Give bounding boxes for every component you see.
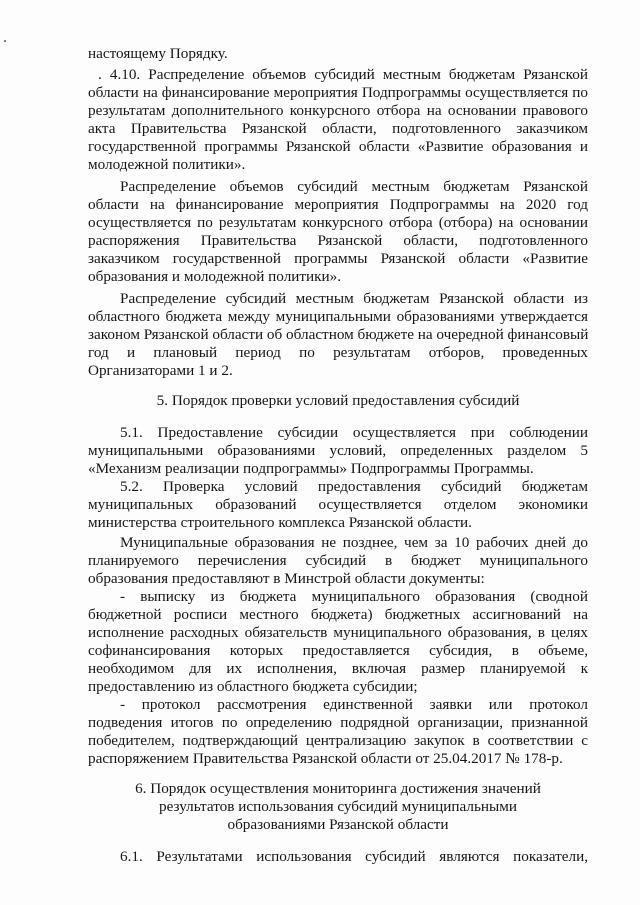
text-line: Организаторами 1 и 2. — [88, 362, 233, 379]
text-line: муниципальными образованиями условий, определенных разделом 5 — [88, 442, 588, 459]
text-line: молодежной политики». — [88, 156, 246, 173]
text-line: государственной программы Рязанской области «Развитие образования и — [88, 138, 588, 155]
text-line: исполнение расходных обязательств муниципального образования, в целях — [88, 624, 588, 641]
text-line: области на финансирование мероприятия Подпрограммы осуществляется по — [88, 84, 588, 101]
text-line: Муниципальные образования не позднее, чем за 10 рабочих дней до — [120, 534, 588, 551]
text-line: - выписку из бюджета муниципального образования (сводной — [120, 588, 588, 605]
text-line: настоящему Порядку. — [88, 45, 228, 62]
text-line: необходимом для их исполнения, включая размер планируемой к — [88, 660, 588, 677]
text-line: Распределение субсидий местным бюджетам Рязанской области из — [120, 290, 588, 307]
text-line: образования и молодежной политики». — [88, 268, 342, 285]
text-line: предоставлению из областного бюджета субсидии; — [88, 678, 418, 695]
text-line: год и плановый период по результатам отборов, проведенных — [88, 344, 588, 361]
text-line: 5.1. Предоставление субсидии осуществляется при соблюдении — [120, 424, 588, 441]
text-line: 5.2. Проверка условий предоставления субсидий бюджетам — [120, 478, 588, 495]
section-heading: образованиями Рязанской области — [227, 816, 449, 833]
text-line: . 4.10. Распределение объемов субсидий местным бюджетам Рязанской — [98, 66, 588, 83]
text-line: распоряжения Правительства Рязанской области, подготовленного — [88, 232, 588, 249]
text-line: Распределение объемов субсидий местным бюджетам Рязанской — [120, 178, 588, 195]
text-line: области на финансирование мероприятия Подпрограммы на 2020 год — [88, 196, 588, 213]
text-line: заказчиком государственной программы Рязанской области «Развитие — [88, 250, 588, 267]
text-line: образования предоставляют в Минстрой области документы: — [88, 570, 485, 587]
text-line: - протокол рассмотрения единственной заявки или протокол — [120, 696, 588, 713]
text-line: софинансирования которых предоставляется субсидия, в объеме, — [88, 642, 588, 659]
text-line: подведения итогов по определению подрядной организации, признанной — [88, 714, 588, 731]
text-line: «Механизм реализации подпрограммы» Подпрограммы Программы. — [88, 460, 534, 477]
text-line: законом Рязанской области об областном бюджете на очередной финансовый — [88, 326, 589, 343]
text-line: осуществляется по результатам конкурсного отбора (отбора) на основании — [88, 214, 588, 231]
text-line: 6.1. Результатами использования субсидий являются показатели, — [120, 848, 588, 865]
section-heading: результатов использования субсидий муниципальными — [159, 798, 517, 815]
text-line: бюджетной росписи местного бюджета) бюджетных ассигнований на — [88, 606, 588, 623]
text-line: областного бюджета между муниципальными образованиями утверждается — [88, 308, 588, 325]
text-line: распоряжением Правительства Рязанской области от 25.04.2017 № 178-р. — [88, 750, 563, 767]
text-line: планируемого перечисления субсидий в бюджет муниципального — [88, 552, 588, 569]
text-line: акта Правительства Рязанской области, подготовленного заказчиком — [88, 120, 588, 137]
section-heading: 5. Порядок проверки условий предоставления субсидий — [156, 392, 520, 409]
text-line: муниципальных образований осуществляется отделом экономики — [88, 496, 588, 513]
text-line: министерства строительного комплекса Рязанской области. — [88, 514, 472, 531]
scan-speck — [4, 40, 6, 42]
text-line: результатам дополнительного конкурсного отбора на основании правового — [88, 102, 588, 119]
text-line: победителем, подтверждающий централизацию закупок в соответствии с — [88, 732, 588, 749]
section-heading: 6. Порядок осуществления мониторинга достижения значений — [135, 780, 541, 797]
